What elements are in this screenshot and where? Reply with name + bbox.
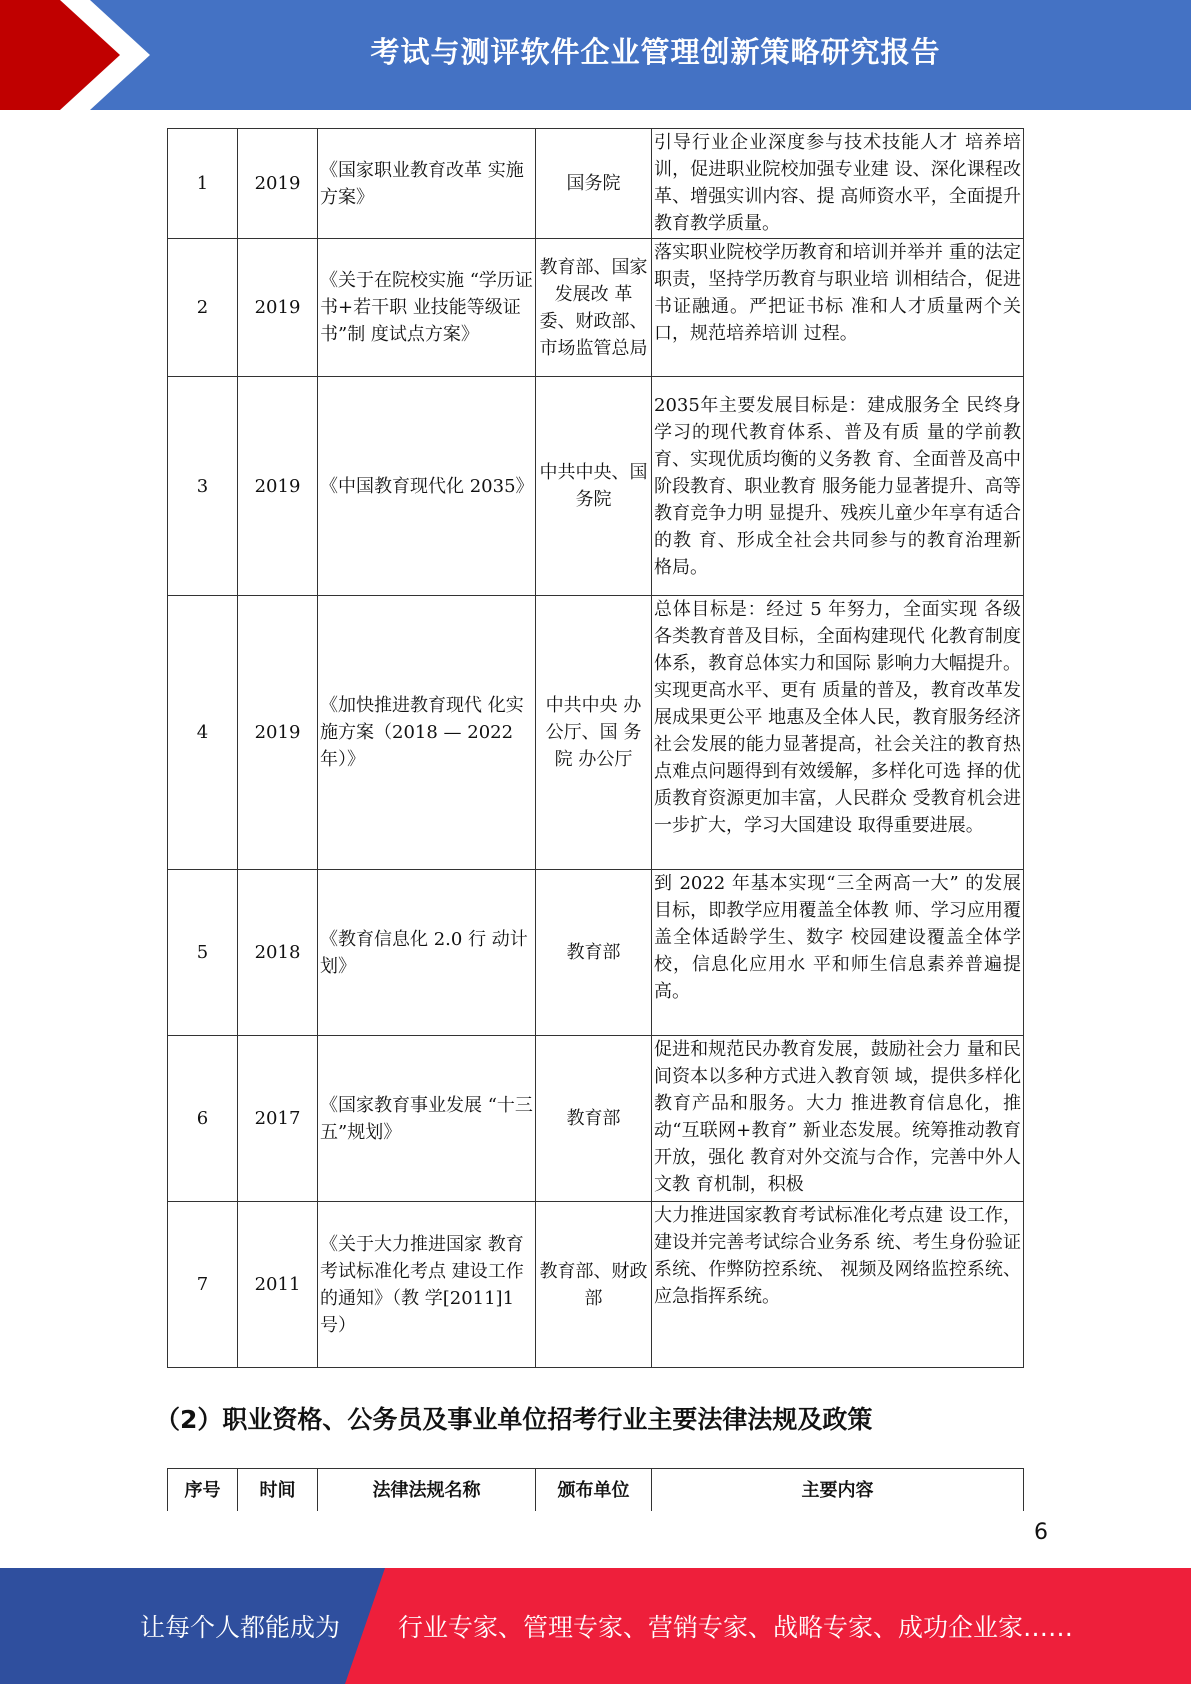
cell-year: 2019: [238, 377, 318, 596]
table-header-row: [168, 1469, 1024, 1512]
section-heading: （2）职业资格、公务员及事业单位招考行业主要法律法规及政策: [155, 1405, 873, 1434]
cell-org: 教育部: [536, 870, 652, 1036]
cell-content: 促进和规范民办教育发展，鼓励社会力 量和民间资本以多种方式进入教育领 域，提供多样化教育产品和服务。大力 推进教育信息化，推动“互联网+教育” 新业态发展。统筹推动教育开放，强化 教育对外交流与合作，完善中外人文教 育机制，积极: [652, 1036, 1024, 1202]
table-row: [168, 1202, 1024, 1368]
table-row: [168, 239, 1024, 377]
cell-year: 2011: [238, 1202, 318, 1368]
page-footer: [0, 1568, 1191, 1684]
cell-no: 7: [168, 1202, 238, 1368]
table-row: [168, 1036, 1024, 1202]
cell-no: 2: [168, 239, 238, 377]
table-row: [168, 377, 1024, 596]
cell-org: 教育部: [536, 1036, 652, 1202]
cell-no: 5: [168, 870, 238, 1036]
cell-org: 国务院: [536, 129, 652, 239]
column-header-no: 序号: [168, 1469, 238, 1512]
cell-year: 2019: [238, 129, 318, 239]
table-row: [168, 596, 1024, 870]
footer-slogan-left: 让每个人都能成为: [140, 1613, 341, 1642]
cell-year: 2019: [238, 596, 318, 870]
page-number: 6: [1034, 1520, 1048, 1545]
cell-content: 引导行业企业深度参与技术技能人才 培养培训，促进职业院校加强专业建 设、深化课程改革、增强实训内容、提 高师资水平，全面提升教育教学质量。: [652, 129, 1024, 239]
cell-no: 6: [168, 1036, 238, 1202]
table-row: [168, 870, 1024, 1036]
cell-org: 中共中央 办公厅、国 务院 办公厅: [536, 596, 652, 870]
table-row: [168, 129, 1024, 239]
cell-name: 《中国教育现代化 2035》: [318, 377, 536, 596]
column-header-org: 颁布单位: [536, 1469, 652, 1512]
column-header-content: 主要内容: [652, 1469, 1024, 1512]
cell-name: 《加快推进教育现代 化实施方案（2018 — 2022 年）》: [318, 596, 536, 870]
footer-slogan-right: 行业专家、管理专家、营销专家、战略专家、成功企业家……: [398, 1613, 1074, 1642]
cell-name: 《关于大力推进国家 教育考试标准化考点 建设工作的通知》（教 学[2011]1 号）: [318, 1202, 536, 1368]
cell-year: 2019: [238, 239, 318, 377]
cell-no: 1: [168, 129, 238, 239]
cell-name: 《教育信息化 2.0 行 动计划》: [318, 870, 536, 1036]
column-header-time: 时间: [238, 1469, 318, 1512]
cell-org: 教育部、财政部: [536, 1202, 652, 1368]
cell-content: 2035年主要发展目标是：建成服务全 民终身学习的现代教育体系、普及有质 量的学前教育、实现优质均衡的义务教 育、全面普及高中阶段教育、职业教育 服务能力显著提升、高等教育竞争力明 显提升、残疾儿童少年享有适合的教 育、形成全社会共同参与的教育治理新 格局。: [652, 377, 1024, 596]
law-table-header: [167, 1468, 1024, 1511]
cell-content: 到 2022 年基本实现“三全两高一大” 的发展目标，即教学应用覆盖全体教 师、学习应用覆盖全体适龄学生、数字 校园建设覆盖全体学校，信息化应用水 平和师生信息素养普遍提高。: [652, 870, 1024, 1036]
cell-content: 总体目标是：经过 5 年努力，全面实现 各级各类教育普及目标，全面构建现代 化教育制度体系，教育总体实力和国际 影响力大幅提升。实现更高水平、更有 质量的普及，教育改革发展成果更公平 地惠及全体人民，教育服务经济社会发展的能力显著提高，社会关注的教育热 点难点问题得到有效缓解，多样化可选 择的优质教育资源更加丰富，人民群众 受教育机会进一步扩大，学习大国建设 取得重要进展。: [652, 596, 1024, 870]
cell-org: 教育部、国家发展改 革委、财政部、市场监管总局: [536, 239, 652, 377]
cell-content: 大力推进国家教育考试标准化考点建 设工作，建设并完善考试综合业务系 统、考生身份验证系统、作弊防控系统、 视频及网络监控系统、应急指挥系统。: [652, 1202, 1024, 1368]
policy-table: [167, 128, 1024, 1368]
cell-year: 2018: [238, 870, 318, 1036]
report-title: 考试与测评软件企业管理创新策略研究报告: [370, 34, 941, 69]
page-header: [0, 0, 1191, 110]
cell-name: 《关于在院校实施 “学历证书+若干职 业技能等级证书”制 度试点方案》: [318, 239, 536, 377]
cell-no: 3: [168, 377, 238, 596]
header-arrow-decoration: [0, 0, 300, 110]
cell-name: 《国家教育事业发展 “十三五”规划》: [318, 1036, 536, 1202]
cell-no: 4: [168, 596, 238, 870]
column-header-name: 法律法规名称: [318, 1469, 536, 1512]
cell-year: 2017: [238, 1036, 318, 1202]
cell-name: 《国家职业教育改革 实施方案》: [318, 129, 536, 239]
cell-org: 中共中央、国务院: [536, 377, 652, 596]
cell-content: 落实职业院校学历教育和培训并举并 重的法定职责，坚持学历教育与职业培 训相结合，促进书证融通。严把证书标 准和人才质量两个关口，规范培养培训 过程。: [652, 239, 1024, 377]
